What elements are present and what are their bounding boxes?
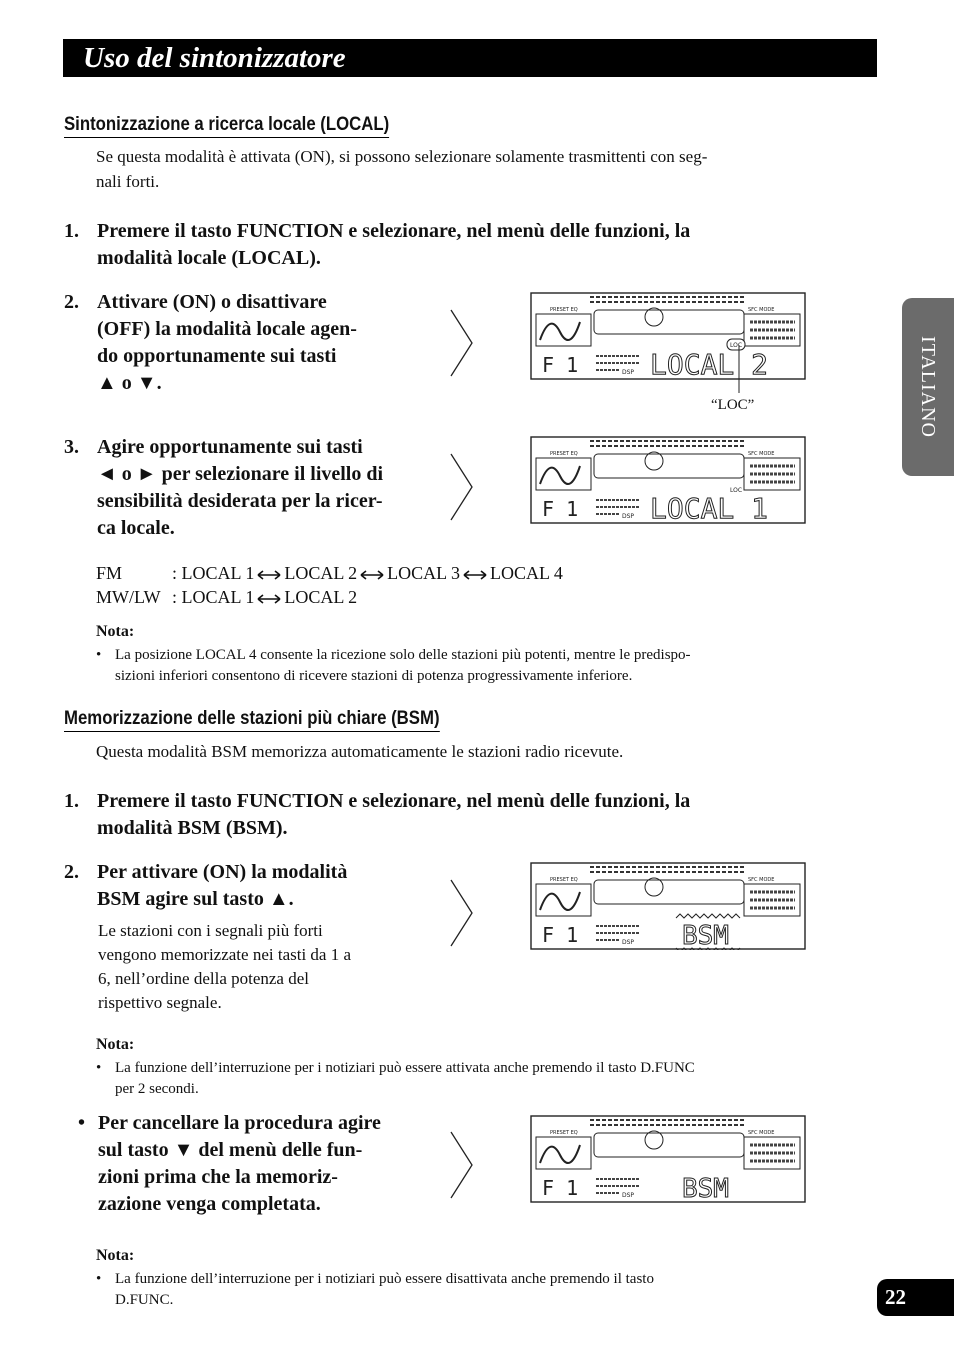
nota-heading: Nota: (96, 1036, 135, 1053)
bsm-desc-line4: rispettivo segnale. (98, 993, 222, 1012)
sfc-mode-label: SFC MODE (748, 451, 775, 457)
dsp-label: DSP (622, 1192, 635, 1199)
section-heading-bsm: Memorizzazione delle stazioni più chiare (BSM) (64, 707, 440, 732)
step-text-line2: modalità BSM (BSM). (97, 817, 288, 839)
nota-bullet (96, 1058, 856, 1102)
step-text-line2: (OFF) la modalità locale agen- (97, 318, 357, 340)
step-text-line4: ca locale. (97, 517, 175, 539)
sfc-mode-label: SFC MODE (748, 1130, 775, 1136)
cancel-line1: Per cancellare la procedura agire (98, 1112, 381, 1134)
level-item: LOCAL 2 (284, 587, 358, 607)
preset-eq-label: PRESET EQ (550, 307, 578, 313)
step-number: 2. (64, 291, 79, 313)
section-heading-local: Sintonizzazione a ricerca locale (LOCAL) (64, 113, 389, 138)
colon: : (172, 563, 178, 583)
dsp-label: DSP (622, 513, 635, 520)
bsm-desc-line1: Le stazioni con i segnali più forti (98, 921, 323, 940)
nota-line1: La funzione dell’interruzione per i notiziari può essere attivata anche premendo il tasto D.FUNC (115, 1060, 695, 1076)
lcd-band: F 1 (542, 1176, 579, 1200)
level-item: LOCAL 4 (490, 563, 563, 583)
page-title: Uso del sintonizzatore (83, 42, 346, 74)
lcd-main-text: LOCAL 1 (650, 492, 769, 524)
sfc-mode-label: SFC MODE (748, 307, 775, 313)
cancel-line3: zioni prima che la memoriz- (98, 1166, 338, 1188)
language-tab (902, 298, 954, 476)
fm-label: FM (96, 563, 123, 583)
chevron-right-icon (449, 308, 475, 378)
step-number: 2. (64, 861, 79, 883)
bidirectional-arrow-icon (462, 569, 488, 581)
sfc-mode-label: SFC MODE (748, 877, 775, 883)
bsm-step-1 (64, 788, 844, 844)
dsp-label: DSP (622, 369, 635, 376)
bullet-dot: • (96, 647, 102, 663)
bsm-step-2 (64, 859, 444, 915)
fm-levels-row (96, 561, 122, 585)
nota-line2: D.FUNC. (115, 1292, 174, 1308)
mw-levels-row (96, 585, 161, 609)
step-text-line2: BSM agire sul tasto ▲. (97, 888, 294, 910)
lcd-main-text: LOCAL 2 (650, 348, 769, 380)
preset-eq-label: PRESET EQ (550, 1130, 578, 1136)
local-step-1 (64, 218, 844, 274)
lcd-display-local-1 (530, 436, 806, 524)
lcd-display-local-2 (530, 292, 806, 380)
step-text-line1: Agire opportunamente sui tasti (97, 436, 363, 458)
local-step-3 (64, 434, 444, 544)
step-text-line3: do opportunamente sui tasti (97, 345, 337, 367)
loc-indicator: LOC (730, 342, 743, 349)
callout-line (733, 345, 753, 397)
bullet-dot: • (96, 1060, 102, 1076)
step-number: 1. (64, 220, 79, 242)
nota-line2: sizioni inferiori consentono di ricevere stazioni di potenza progressivamente inferiore. (115, 668, 633, 684)
level-item: LOCAL 3 (387, 563, 460, 583)
nota-bullet (96, 645, 856, 689)
step-text-line1: Per attivare (ON) la modalità (97, 861, 348, 883)
mw-levels-values (172, 585, 357, 609)
page-number-box (877, 1279, 954, 1316)
loc-indicator: LOC (730, 487, 743, 494)
step-text-line2: ◄ o ► per selezionare il livello di (97, 463, 384, 485)
bidirectional-arrow-icon (256, 569, 282, 581)
preset-eq-label: PRESET EQ (550, 877, 578, 883)
chevron-right-icon (449, 878, 475, 948)
step-number: 1. (64, 790, 79, 812)
dsp-label: DSP (622, 939, 635, 946)
cancel-bullet (78, 1110, 448, 1220)
step-text-line1: Attivare (ON) o disattivare (97, 291, 327, 313)
lcd-display-bsm-active (530, 862, 806, 950)
lcd-main-text: BSM (682, 921, 729, 950)
nota-line1: La posizione LOCAL 4 consente la ricezione solo delle stazioni più potenti, mentre le predispo- (115, 647, 691, 663)
loc-callout-label: “LOC” (711, 397, 755, 413)
step-text-line4: ▲ o ▼. (97, 372, 162, 394)
bidirectional-arrow-icon (256, 593, 282, 605)
bsm-intro: Questa modalità BSM memorizza automaticamente le stazioni radio ricevute. (96, 742, 624, 761)
level-item: LOCAL 2 (284, 563, 358, 583)
nota-line1: La funzione dell’interruzione per i notiziari può essere disattivata anche premendo il tasto (115, 1271, 654, 1287)
cancel-line2: sul tasto ▼ del menù delle fun- (98, 1139, 363, 1161)
chevron-right-icon (449, 1130, 475, 1200)
step-text-line2: modalità locale (LOCAL). (97, 247, 321, 269)
chevron-right-icon (449, 452, 475, 522)
preset-eq-label: PRESET EQ (550, 451, 578, 457)
colon: : (172, 587, 178, 607)
nota-heading: Nota: (96, 1247, 135, 1264)
lcd-display-bsm (530, 1115, 806, 1203)
local-step-2 (64, 289, 444, 399)
page-number: 22 (885, 1285, 906, 1309)
local-intro-line2: nali forti. (96, 172, 160, 191)
step-text-line1: Premere il tasto FUNCTION e selezionare, nel menù delle funzioni, la (97, 220, 691, 242)
lcd-band: F 1 (542, 353, 579, 377)
local-intro-line1: Se questa modalità è attivata (ON), si possono selezionare solamente trasmittenti con seg- (96, 147, 708, 166)
nota-bullet (96, 1269, 836, 1313)
fm-levels-values (172, 561, 563, 585)
bidirectional-arrow-icon (359, 569, 385, 581)
step-text-line3: sensibilità desiderata per la ricer- (97, 490, 383, 512)
lcd-main-text: BSM (682, 1174, 729, 1203)
step-number: 3. (64, 436, 79, 458)
page-header-bar (63, 39, 877, 77)
mw-label: MW/LW (96, 587, 161, 607)
bsm-desc-line2: vengono memorizzate nei tasti da 1 a (98, 945, 352, 964)
language-tab-label: ITALIANO (917, 336, 939, 438)
bullet-dot: • (78, 1112, 86, 1134)
level-item: LOCAL 1 (181, 563, 255, 583)
bsm-desc-line3: 6, nell’ordine della potenza del (98, 969, 309, 988)
lcd-band: F 1 (542, 497, 579, 521)
nota-line2: per 2 secondi. (115, 1081, 199, 1097)
level-item: LOCAL 1 (181, 587, 255, 607)
lcd-band: F 1 (542, 923, 579, 947)
step-text-line1: Premere il tasto FUNCTION e selezionare, nel menù delle funzioni, la (97, 790, 691, 812)
cancel-line4: zazione venga completata. (98, 1193, 321, 1215)
nota-heading: Nota: (96, 623, 135, 640)
bullet-dot: • (96, 1271, 102, 1287)
